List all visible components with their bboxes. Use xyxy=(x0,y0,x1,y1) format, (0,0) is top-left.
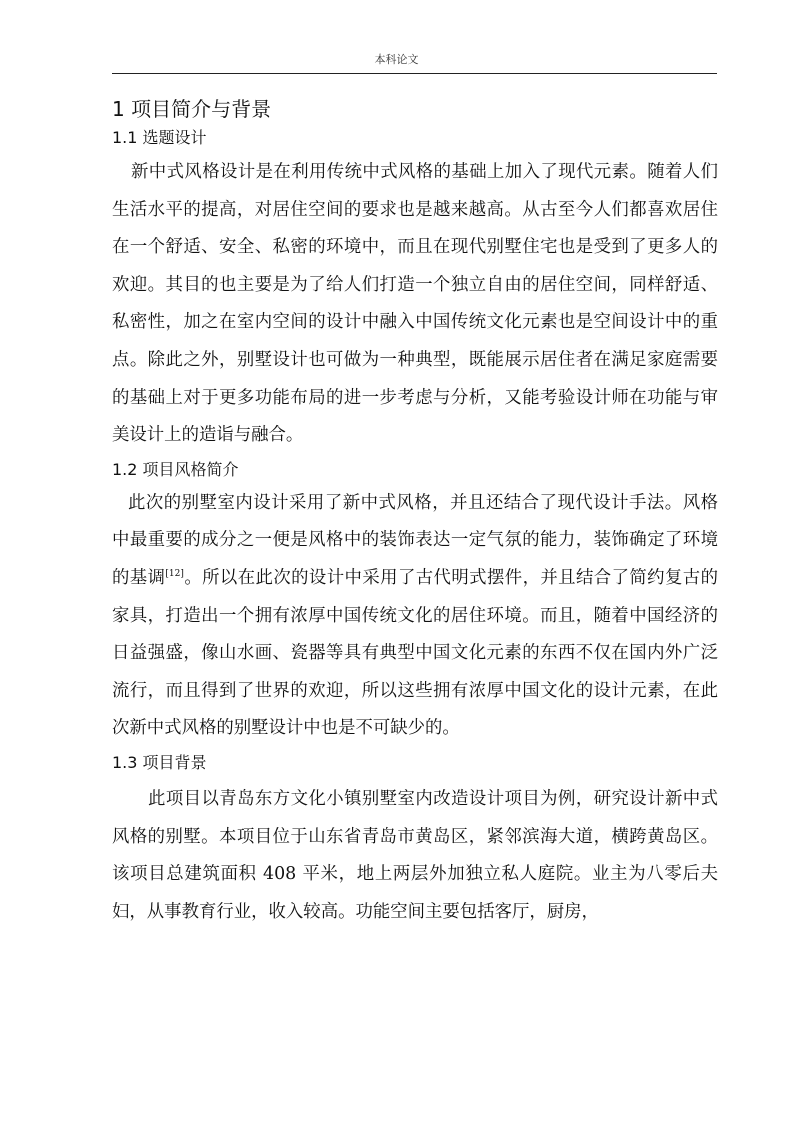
section-paragraph-1-2 xyxy=(112,485,718,748)
section-heading-1-1: 1.1 选题设计 xyxy=(112,128,207,147)
chapter-heading: 1 项目简介与背景 xyxy=(112,97,272,121)
citation-reference: [12] xyxy=(165,569,184,580)
section-paragraph-1-3: 此项目以青岛东方文化小镇别墅室内改造设计项目为例，研究设计新中式风格的别墅。本项目位于山东省青岛市黄岛区，紧邻滨海大道，横跨黄岛区。该项目总建筑面积 408 平米，地上两层外加独立私人庭院。业主为八零后夫妇，从事教育行业，收入较高。功能空间主要包括客厅，厨房， xyxy=(112,788,718,922)
running-header: 本科论文 xyxy=(374,53,419,66)
paragraph-text-part-1: 此次的别墅室内设计采用了新中式风格，并且还结合了现代设计手法。风格中最重要的成分之一便是风格中的装饰表达一定气氛的能力，装饰确定了环境的基调 xyxy=(112,492,718,588)
section-heading-1-3: 1.3 项目背景 xyxy=(112,752,207,772)
section-heading-1-2: 1.2 项目风格简介 xyxy=(112,459,239,479)
section-paragraph-1-1: 新中式风格设计是在利用传统中式风格的基础上加入了现代元素。随着人们生活水平的提高，对居住空间的要求也是越来越高。从古至今人们都喜欢居住在一个舒适、安全、私密的环境中，而且在现代别墅住宅也是受到了更多人的欢迎。其目的也主要是为了给人们打造一个独立自由的居住空间，同样舒适、私密性，加之在室内空间的设计中融入中国传统文化元素也是空间设计中的重点。除此之外，别墅设计也可做为一种典型，既能展示居住者在满足家庭需要的基础上对于更多功能布局的进一步考虑与分析，又能考验设计师在功能与审美设计上的造诣与融合。 xyxy=(112,162,718,446)
page-body xyxy=(112,94,718,931)
header-divider xyxy=(112,73,717,74)
paragraph-text-part-2: 。所以在此次的设计中采用了古代明式摆件，并且结合了简约复古的家具，打造出一个拥有浓厚中国传统文化的居住环境。而且，随着中国经济的日益强盛，像山水画、瓷器等具有典型中国文化元素的东西不仅在国内外广泛流行，而且得到了世界的欢迎，所以这些拥有浓厚中国文化的设计元素，在此次新中式风格的别墅设计中也是不可缺少的。 xyxy=(112,567,718,739)
